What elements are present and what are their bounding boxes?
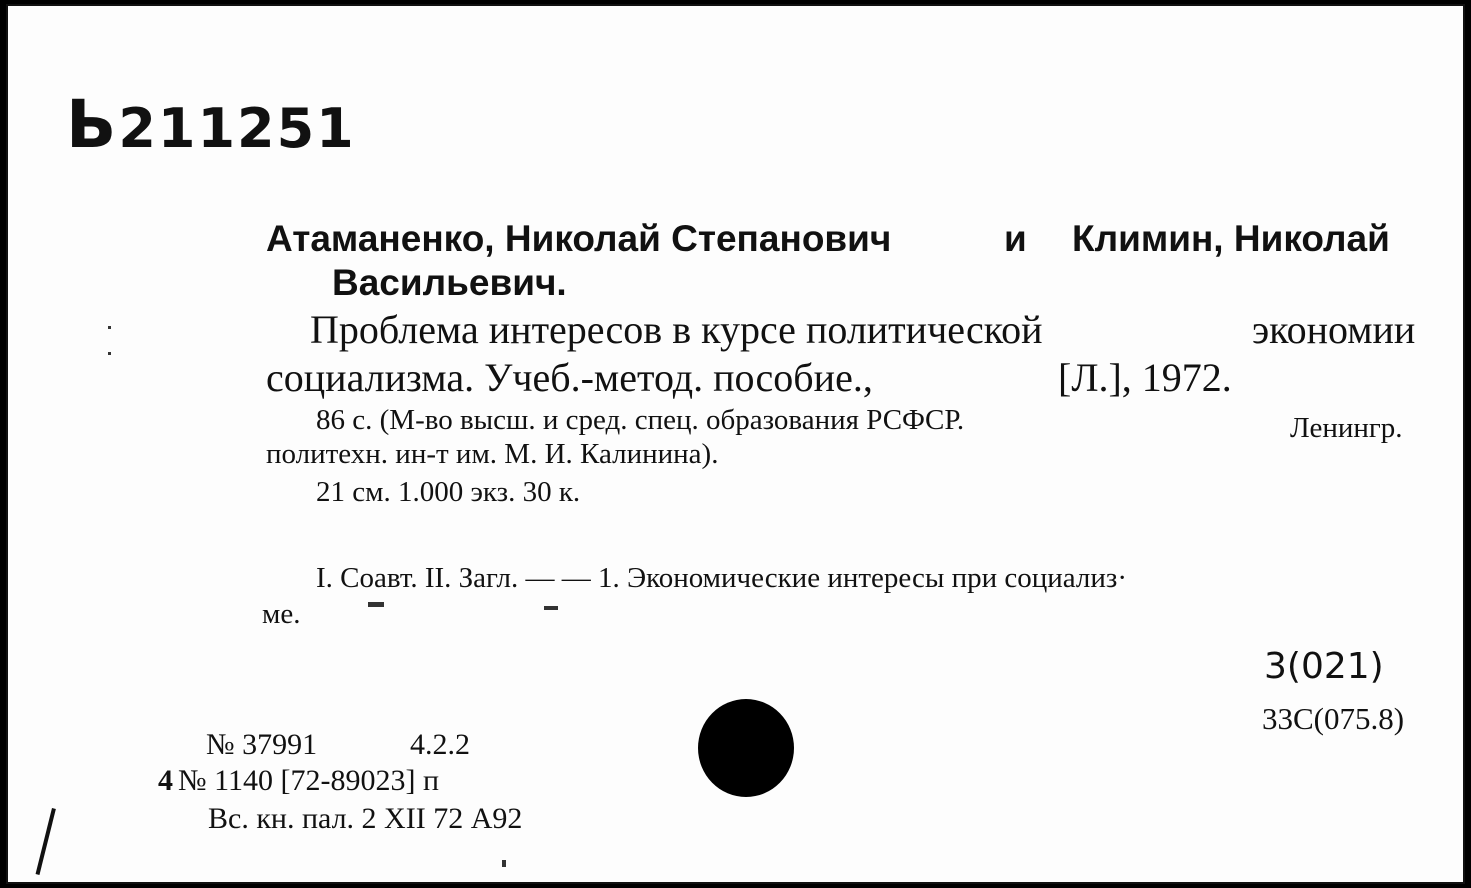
pen-stroke <box>36 808 56 875</box>
tracings-line-2: ме. <box>262 598 301 630</box>
description-line-1-end: Ленингр. <box>1290 412 1403 444</box>
authors-line-2: Васильевич. <box>332 262 567 303</box>
call-number-mark: Ь <box>66 86 119 163</box>
title-line-2: социализма. Учеб.-метод. пособие., <box>266 355 873 400</box>
tracings-line-1: I. Соавт. II. Загл. — — 1. Экономические интересы при социализ· <box>316 562 1128 594</box>
call-number-value: 211251 <box>118 97 356 160</box>
title-line-1-end: экономии <box>1252 307 1416 352</box>
registry-line-1: № 37991 <box>206 728 318 761</box>
authors-line-1 <box>266 218 891 260</box>
author-1-name: Атаманенко, Николай Степанович <box>266 218 892 259</box>
imprint: [Л.], 1972. <box>1058 355 1232 400</box>
description-line-3: 21 см. 1.000 экз. 30 к. <box>316 476 581 508</box>
description-line-2: политехн. ин-т им. М. И. Калинина). <box>266 438 719 470</box>
ink-dot <box>108 352 111 355</box>
ink-mark <box>368 602 384 607</box>
call-number <box>66 86 356 163</box>
ink-mark <box>544 606 558 610</box>
registry-line-1-end: 4.2.2 <box>410 728 470 761</box>
hole-punch <box>698 699 794 797</box>
registry-line-3: Вс. кн. пал. 2 XII 72 А92 <box>208 802 523 835</box>
author-2-name: Климин, Николай <box>1072 218 1390 259</box>
description-line-1: 86 с. (М-во высш. и сред. спец. образования РСФСР. <box>316 404 965 436</box>
classification-handwritten: 3(021) <box>1264 646 1384 687</box>
classification-printed: 33С(075.8) <box>1262 701 1405 736</box>
authors-conjunction: и <box>1004 218 1027 259</box>
catalog-card <box>6 4 1465 884</box>
ink-dot <box>502 860 506 867</box>
registry-line-2-prefix: 4 <box>158 764 173 797</box>
ink-dot <box>108 326 111 329</box>
registry-line-2: № 1140 [72-89023] п <box>178 764 440 797</box>
title-line-1: Проблема интересов в курсе политической <box>310 307 1043 352</box>
